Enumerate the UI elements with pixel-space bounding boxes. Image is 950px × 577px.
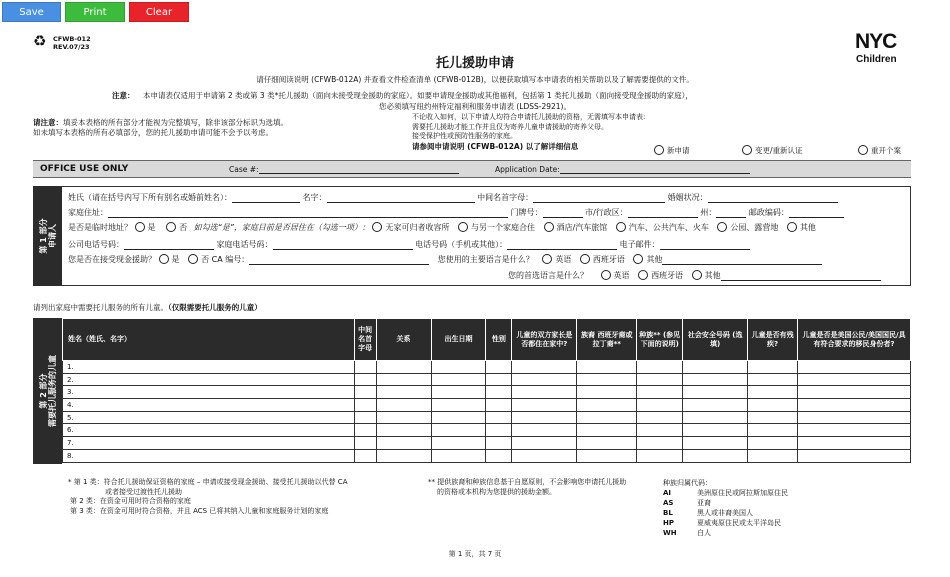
part1-row-name: 姓氏（请在括号内写下所有别名或婚前姓名）： 名字： 中间名首字母： 婚姻状况： [68, 192, 838, 203]
table-cell[interactable] [354, 361, 376, 374]
race-code-item: AS 亚裔 [663, 499, 711, 507]
table-cell[interactable] [486, 424, 512, 437]
children-logo: Children [856, 54, 897, 65]
marital-field[interactable] [708, 194, 838, 203]
intro-line: 请仔细阅读说明 (CFWB-012A) 并查看文件检查清单 (CFWB-012B)，以便获取填写本申请表的相关帮助以及了解需要提供的文件。 [256, 75, 694, 84]
table-cell[interactable] [354, 449, 376, 462]
left-note [33, 118, 288, 138]
child-name-cell[interactable]: 8. [63, 449, 355, 462]
app-type-change[interactable]: 变更/重新认证 [742, 145, 803, 156]
cat1-note: * 第 1 类：符合托儿援助保证资格的家庭 – 申请或接受现金援助、接受托儿援助以代替 CA [68, 478, 348, 486]
pref-other-field[interactable] [721, 272, 881, 281]
table-cell[interactable] [354, 437, 376, 450]
email-field[interactable] [660, 241, 750, 250]
col-name: 姓名（姓氏、名字） [63, 319, 355, 361]
col-mi: 中间名首字母 [354, 319, 376, 361]
col-ssn: 社会安全号码 (选填) [683, 319, 748, 361]
cat3-note: 第 3 类：在资金可用时符合资格，并且 ACS 已将其纳入儿童和家庭服务计划的家庭 [70, 506, 329, 515]
app-date-label: Application Date: [495, 165, 750, 174]
table-cell[interactable] [683, 424, 748, 437]
table-cell[interactable] [354, 373, 376, 386]
table-row [63, 411, 911, 424]
radio-icon[interactable] [858, 145, 868, 155]
right-note [412, 113, 645, 151]
table-cell[interactable] [798, 437, 911, 450]
part2-side-label: 第 2 部分 需要托儿服务的儿童 [33, 318, 62, 464]
table-cell[interactable] [512, 424, 577, 437]
table-cell[interactable] [577, 399, 637, 412]
part1-row-pref: 您的首选语言是什么？ 英语 西班牙语 其他 [508, 270, 881, 281]
table-cell[interactable] [683, 386, 748, 399]
table-cell[interactable] [637, 437, 683, 450]
table-cell[interactable] [376, 424, 431, 437]
state-field[interactable] [716, 209, 746, 218]
table-cell[interactable] [637, 424, 683, 437]
app-type-reopen[interactable]: 重开个案 [858, 145, 901, 156]
table-cell[interactable] [486, 361, 512, 374]
pref-spanish-radio[interactable] [638, 270, 648, 280]
page-number: 第 1 页，共 7 页 [448, 550, 502, 558]
table-cell[interactable] [683, 373, 748, 386]
table-cell[interactable] [486, 449, 512, 462]
child-name-cell[interactable]: 7. [63, 437, 355, 450]
temp-yes-radio[interactable] [135, 222, 145, 232]
child-name-cell[interactable]: 6. [63, 424, 355, 437]
table-cell[interactable] [486, 386, 512, 399]
form-rev: REV.07/23 [53, 43, 90, 51]
child-name-cell[interactable]: 2. [63, 373, 355, 386]
part1-row-phone: 公司电话号码： 家庭电话号码： 电话号码（手机或其他）： 电子邮件： [68, 239, 750, 250]
table-cell[interactable] [748, 373, 798, 386]
print-button[interactable]: Print [65, 2, 125, 22]
primary-spanish-radio[interactable] [580, 254, 590, 264]
shelter-radio[interactable] [372, 222, 382, 232]
right-note-line-2: 需要托儿援助才能工作并且仅为寄养儿童申请援助的寄养父母。 [412, 122, 608, 131]
table-cell[interactable] [486, 437, 512, 450]
table-cell[interactable] [637, 411, 683, 424]
table-cell[interactable] [798, 424, 911, 437]
table-cell[interactable] [748, 411, 798, 424]
table-cell[interactable] [748, 386, 798, 399]
table-cell[interactable] [354, 424, 376, 437]
temp-no-radio[interactable] [166, 222, 176, 232]
table-cell[interactable] [486, 399, 512, 412]
ca-no-radio[interactable] [188, 254, 198, 264]
note-line-1: 本申请表仅适用于申请第 2 类或第 3 类*托儿援助（面向未接受现金援助的家庭）。如要申请现金援助或其他福利，包括第 1 类托儿援助（面向接受现金援助的家庭）， [143, 91, 693, 100]
table-cell[interactable] [637, 373, 683, 386]
table-cell[interactable] [431, 449, 486, 462]
ca-yes-radio[interactable] [159, 254, 169, 264]
table-cell[interactable] [637, 386, 683, 399]
table-cell[interactable] [683, 399, 748, 412]
table-cell[interactable] [431, 386, 486, 399]
table-cell[interactable] [512, 386, 577, 399]
table-cell[interactable] [683, 411, 748, 424]
table-cell[interactable] [376, 373, 431, 386]
pref-english-radio[interactable] [601, 270, 611, 280]
form-code: CFWB-012 [53, 35, 91, 43]
table-cell[interactable] [376, 449, 431, 462]
mi-field[interactable] [533, 194, 665, 203]
cat2-note: 第 2 类：在资金可用时符合资格的家庭 [70, 497, 191, 505]
table-cell[interactable] [354, 399, 376, 412]
table-row [63, 424, 911, 437]
doubled-up-radio[interactable] [458, 222, 468, 232]
left-note-label: 请注意： [33, 118, 63, 127]
last-name-field[interactable] [232, 194, 300, 203]
zip-field[interactable] [789, 209, 844, 218]
table-cell[interactable] [577, 411, 637, 424]
case-number-label: Case #: [229, 165, 459, 174]
primary-english-radio[interactable] [542, 254, 552, 264]
table-cell[interactable] [512, 437, 577, 450]
table-cell[interactable] [376, 411, 431, 424]
table-cell[interactable] [748, 361, 798, 374]
table-cell[interactable] [798, 361, 911, 374]
col-race: 种族** (参见下面的说明) [637, 319, 683, 361]
child-name-cell[interactable]: 5. [63, 411, 355, 424]
child-name-cell[interactable]: 1. [63, 361, 355, 374]
race-code-item: WH 白人 [663, 529, 711, 537]
category-notes [68, 478, 347, 516]
app-date-field[interactable] [560, 165, 750, 174]
park-radio[interactable] [717, 222, 727, 232]
col-dob: 出生日期 [431, 319, 486, 361]
table-row [63, 361, 911, 374]
table-row [63, 373, 911, 386]
part1-row-address: 家庭住址： 门牌号： 市/行政区： 州： 邮政编码： [68, 207, 844, 218]
table-cell[interactable] [577, 437, 637, 450]
recycle-icon: ♻ [33, 32, 47, 50]
table-cell[interactable] [577, 386, 637, 399]
race-code-item: HP 夏威夷原住民或太平洋岛民 [663, 519, 781, 527]
table-cell[interactable] [577, 361, 637, 374]
office-use-label: OFFICE USE ONLY [40, 164, 129, 174]
primary-other-field[interactable] [662, 256, 822, 265]
cat1-note-cont: 或者接受过渡性托儿援助 [105, 487, 182, 496]
table-cell[interactable] [512, 411, 577, 424]
right-note-line-1: 不论收入如何，以下申请人均符合申请托儿援助的资格，无需填写本申请表: [412, 113, 646, 121]
table-row [63, 386, 911, 399]
table-cell[interactable] [431, 411, 486, 424]
table-cell[interactable] [486, 373, 512, 386]
left-note-line-2: 如未填写本表格的所有必填部分，您的托儿援助申请可能不会予以考虑。 [33, 128, 273, 137]
table-cell[interactable] [354, 411, 376, 424]
table-cell[interactable] [748, 437, 798, 450]
first-name-field[interactable] [327, 194, 475, 203]
primary-other-radio[interactable] [633, 254, 643, 264]
part1-side-label: 第 1 部分 申请人 [33, 186, 62, 286]
right-note-line-4: 请参阅申请说明 (CFWB-012A) 以了解详细信息 [412, 141, 579, 151]
table-cell[interactable] [431, 361, 486, 374]
radio-icon[interactable] [742, 145, 752, 155]
table-cell[interactable] [683, 361, 748, 374]
race-code-item: AI 美洲原住民或阿拉斯加原住民 [663, 489, 788, 497]
table-cell[interactable] [798, 411, 911, 424]
part2-intro: 请列出家庭中需要托儿服务的所有儿童。（仅限需要托儿服务的儿童） [33, 303, 262, 312]
clear-button[interactable]: Clear [129, 2, 189, 22]
col-relationship: 关系 [376, 319, 431, 361]
col-sex: 性别 [486, 319, 512, 361]
left-note-line-1: 填妥本表格的所有部分才能视为完整填写，除非该部分标识为选填。 [63, 118, 288, 127]
table-cell[interactable] [376, 437, 431, 450]
ethnicity-note: ** 提供族裔和种族信息基于自愿原则，不会影响您申请托儿援助 的资格或本机构为您提供的援助金额。 [428, 478, 627, 496]
race-codes-title: 种族归属代码： [663, 479, 712, 487]
col-ethnicity: 族裔 西班牙裔或拉丁裔** [577, 319, 637, 361]
col-both-parents: 儿童的双方家长是否都住在家中? [512, 319, 577, 361]
part1-row-assist: 您是否在接受现金援助？ 是 否 CA 编号： 您使用的主要语言是什么？ 英语 西班牙语 其他 [68, 254, 822, 265]
table-cell[interactable] [748, 399, 798, 412]
race-code-item: BL 黑人或非裔美国人 [663, 509, 753, 517]
table-row [63, 437, 911, 450]
radio-icon[interactable] [654, 145, 664, 155]
pref-other-radio[interactable] [692, 270, 702, 280]
vehicle-radio[interactable] [616, 222, 626, 232]
table-cell[interactable] [637, 399, 683, 412]
address-field[interactable] [108, 209, 508, 218]
table-row [63, 399, 911, 412]
race-codes [663, 478, 788, 538]
table-cell[interactable] [683, 437, 748, 450]
work-phone-field[interactable] [124, 241, 214, 250]
table-cell[interactable] [354, 386, 376, 399]
col-disability: 儿童是否有残疾? [748, 319, 798, 361]
hotel-radio[interactable] [544, 222, 554, 232]
table-cell[interactable] [376, 361, 431, 374]
table-cell[interactable] [683, 449, 748, 462]
part1-row-temp: 是否是临时地址？ 是 否 如勾选“是”，家庭目前是否居住在（勾选一项）： 无家可归者收容所 与另一个家庭合住 酒店/汽车旅馆 汽车、公共汽车、火车 公园、露营地 其他 [68, 223, 816, 232]
note-label: 注意： [112, 91, 135, 100]
table-cell[interactable] [637, 361, 683, 374]
table-cell[interactable] [798, 399, 911, 412]
table-row [63, 449, 911, 462]
table-cell[interactable] [748, 424, 798, 437]
table-cell[interactable] [798, 373, 911, 386]
apt-field[interactable] [543, 209, 583, 218]
app-type-new[interactable]: 新申请 [654, 145, 690, 156]
case-number-field[interactable] [259, 165, 459, 174]
temp-other-radio[interactable] [787, 222, 797, 232]
table-cell[interactable] [798, 449, 911, 462]
table-cell[interactable] [637, 449, 683, 462]
table-cell[interactable] [486, 411, 512, 424]
table-cell[interactable] [512, 399, 577, 412]
children-table [62, 318, 911, 463]
table-cell[interactable] [376, 399, 431, 412]
table-cell[interactable] [431, 399, 486, 412]
table-cell[interactable] [512, 373, 577, 386]
home-phone-field[interactable] [273, 241, 413, 250]
table-cell[interactable] [512, 361, 577, 374]
child-name-cell[interactable]: 3. [63, 386, 355, 399]
table-cell[interactable] [431, 373, 486, 386]
table-cell[interactable] [431, 437, 486, 450]
table-cell[interactable] [798, 386, 911, 399]
page-title: 托儿援助申请 [435, 56, 514, 71]
table-cell[interactable] [512, 449, 577, 462]
note-line-2: 您必须填写纽约州特定福利和服务申请表 (LDSS-2921)。 [378, 102, 571, 111]
col-citizen: 儿童是否是美国公民/美国国民/具有符合要求的移民身份者? [798, 319, 911, 361]
cell-phone-field[interactable] [507, 241, 617, 250]
borough-field[interactable] [628, 209, 698, 218]
table-cell[interactable] [431, 424, 486, 437]
office-use-bar [33, 160, 911, 178]
nyc-logo: NYC [855, 30, 897, 53]
ca-number-field[interactable] [249, 256, 429, 265]
table-cell[interactable] [577, 424, 637, 437]
child-name-cell[interactable]: 4. [63, 399, 355, 412]
table-cell[interactable] [748, 449, 798, 462]
table-cell[interactable] [577, 449, 637, 462]
table-cell[interactable] [376, 386, 431, 399]
save-button[interactable]: Save [2, 2, 61, 22]
right-note-line-3: 接受保护性或预防性服务的家庭。 [412, 132, 517, 140]
table-cell[interactable] [577, 373, 637, 386]
